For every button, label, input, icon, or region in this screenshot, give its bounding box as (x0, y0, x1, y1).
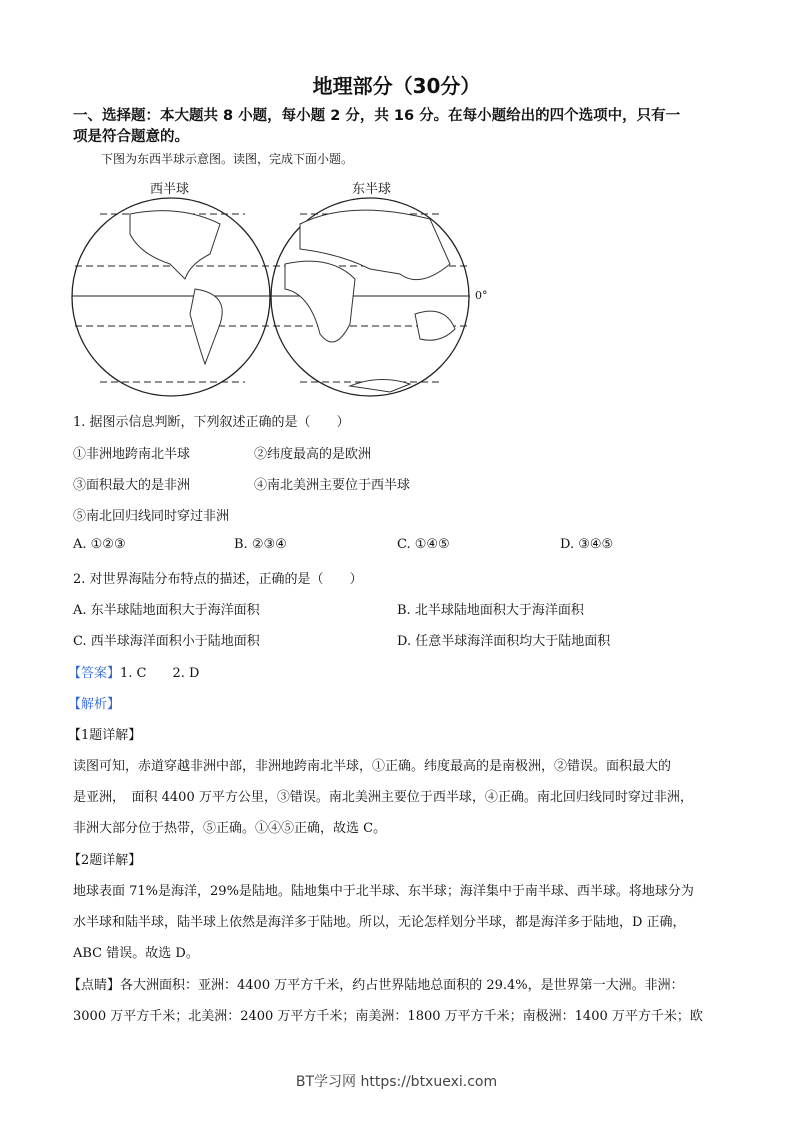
detail1-label: 【1题详解】 (68, 728, 142, 743)
q1-option-d: D. ③④⑤ (560, 537, 614, 552)
tip-label: 【点睛】 (68, 978, 121, 993)
q1-stem: 1. 据图示信息判断，下列叙述正确的是（ ） (73, 415, 350, 430)
footer-watermark: BT学习网 https://btxuexi.com (295, 1074, 498, 1090)
tip-line (68, 974, 684, 993)
australia-shape (415, 311, 455, 340)
detail1-line: 读图可知，赤道穿越非洲中部，非洲地跨南北半球，①正确。纬度最高的是南极洲，②错误。面积最大的 (73, 759, 672, 774)
q1-statement: ③面积最大的是非洲 (73, 478, 191, 493)
detail1-line: 非洲大部分位于热带，⑤正确。①④⑤正确，故选 C。 (73, 821, 387, 836)
q1-statement: ①非洲地跨南北半球 (73, 447, 191, 462)
detail1-line: 是亚洲， 面积 4400 万平方公里，③错误。南北美洲主要位于西半球，④正确。南北回归线同时穿过非洲， (73, 790, 693, 805)
q1-option-b: B. ②③④ (234, 537, 287, 552)
q2-stem: 2. 对世界海陆分布特点的描述，正确的是（ ） (73, 572, 363, 587)
answer-label: 【答案】 (68, 666, 121, 681)
north-america-shape (130, 211, 220, 279)
q1-option-a: A. ①②③ (73, 537, 126, 552)
q1-statement: ④南北美洲主要位于西半球 (254, 478, 411, 493)
q1-statement: ②纬度最高的是欧洲 (254, 447, 372, 462)
africa-shape (285, 261, 355, 342)
q1-statement: ⑤南北回归线同时穿过非洲 (73, 509, 230, 524)
detail2-line: ABC 错误。故选 D。 (73, 946, 199, 961)
antarctica-shape (350, 379, 410, 392)
q2-option-b: B. 北半球陆地面积大于海洋面积 (397, 603, 584, 618)
west-hemisphere-label: 西半球 (150, 182, 190, 197)
section-heading-line2: 项是符合题意的。 (73, 129, 189, 145)
intro-text: 下图为东西半球示意图。读图，完成下面小题。 (101, 152, 354, 166)
page-title: 地理部分（30分） (312, 74, 481, 98)
answer-text: 1. C 2. D (120, 666, 200, 681)
south-america-shape (190, 289, 222, 364)
east-hemisphere-label: 东半球 (352, 182, 392, 197)
q2-option-c: C. 西半球海洋面积小于陆地面积 (73, 634, 260, 649)
section-heading-line1: 一、选择题：本大题共 8 小题，每小题 2 分，共 16 分。在每小题给出的四个选项中，只有一 (73, 108, 681, 124)
hemisphere-map (70, 194, 490, 404)
detail2-line: 地球表面 71%是海洋，29%是陆地。陆地集中于北半球、东半球；海洋集中于南半球、西半球。将地球分为 (73, 884, 694, 899)
tip-line: 3000 万平方千米；北美洲：2400 万平方千米；南美洲：1800 万平方千米；南极洲：1400 万平方千米；欧 (73, 1009, 703, 1024)
q2-option-a: A. 东半球陆地面积大于海洋面积 (73, 603, 260, 618)
detail2-label: 【2题详解】 (68, 853, 142, 868)
answer-line (68, 662, 199, 681)
q2-option-d: D. 任意半球海洋面积均大于陆地面积 (397, 634, 611, 649)
q1-option-c: C. ①④⑤ (397, 537, 450, 552)
tip-text: 各大洲面积：亚洲：4400 万平方千米，约占世界陆地总面积的 29.4%，是世界第一大洲。非洲： (120, 978, 684, 993)
analysis-label: 【解析】 (68, 697, 121, 712)
equator-label: 0° (475, 289, 488, 302)
detail2-line: 水半球和陆半球，陆半球上依然是海洋多于陆地。所以，无论怎样划分半球，都是海洋多于陆地，D 正确， (73, 915, 686, 930)
